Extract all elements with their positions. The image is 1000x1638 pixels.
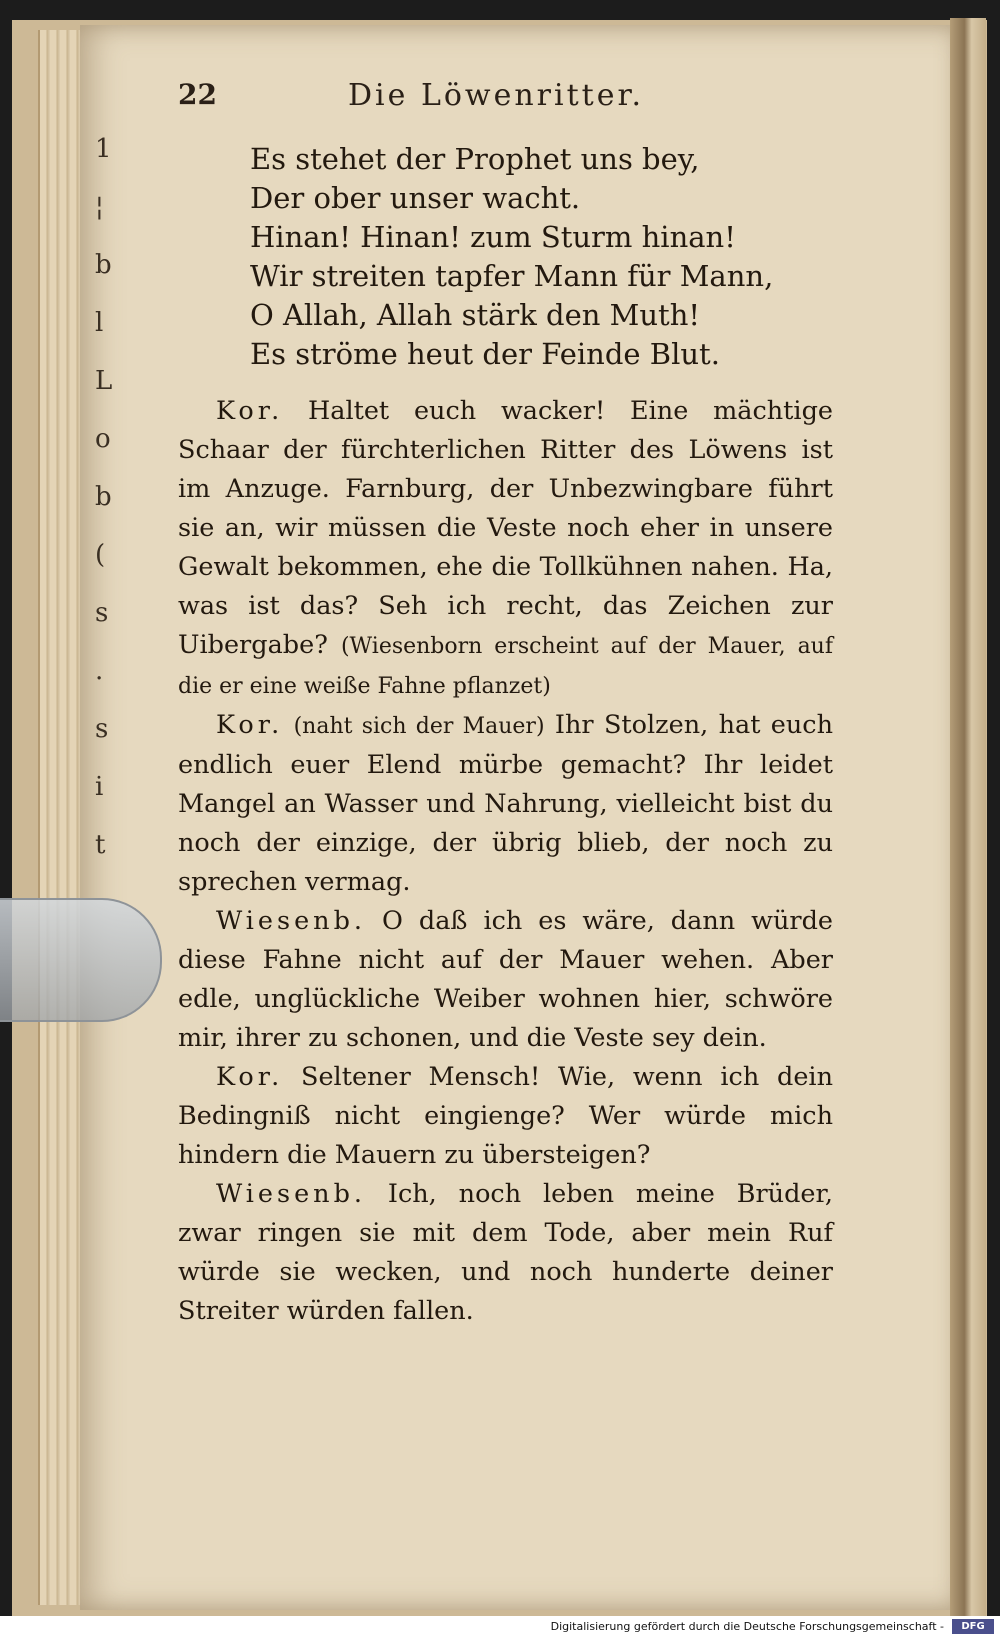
verse-line: Wir streiten tapfer Mann für Mann, <box>250 259 774 293</box>
dialogue-paragraph <box>178 392 833 706</box>
margin-letter: s <box>95 714 109 744</box>
verse-line: Es ströme heut der Feinde Blut. <box>250 337 720 371</box>
digitization-footer <box>0 1616 1000 1638</box>
dialogue-paragraph <box>178 1058 833 1175</box>
margin-letter: i <box>95 772 104 802</box>
margin-letter: 1 <box>95 134 112 164</box>
margin-letter: L <box>95 366 113 396</box>
margin-letter: ¦ <box>95 192 104 222</box>
dialogue-paragraph <box>178 1175 833 1331</box>
margin-letter: l <box>95 308 104 338</box>
dialogue-paragraph <box>178 902 833 1058</box>
dialogue-text: Seltener Mensch! Wie, wenn ich dein Bedingniß nicht eingienge? Wer würde mich hindern die Mauern zu übersteigen? <box>178 1062 833 1170</box>
page-header <box>178 78 838 118</box>
verse-line: O Allah, Allah stärk den Muth! <box>250 298 701 332</box>
dialogue-text: Haltet euch wacker! Eine mächtige Schaar der fürchterlichen Ritter des Löwens ist im Anzuge. Farnburg, der Unbezwingbare führt sie an, wir müssen die Veste noch eher in unsere Gewalt bekommen, ehe die Tollkühnen nahen. Ha, was ist das? Seh ich recht, das Zeichen zur Uibergabe? <box>178 396 833 660</box>
dialogue-block <box>178 392 833 1331</box>
margin-letter: ( <box>95 540 106 570</box>
footer-credit: Digitalisierung gefördert durch die Deutsche Forschungsgemeinschaft - <box>550 1620 944 1633</box>
book-binding <box>950 18 986 1618</box>
margin-letter: o <box>95 424 111 454</box>
stage-direction: (naht sich der Mauer) <box>293 714 545 739</box>
margin-letter: . <box>95 656 104 686</box>
margin-letter: s <box>95 598 109 628</box>
dialogue-text: O daß ich es wäre, dann würde diese Fahne nicht auf der Mauer wehen. Aber edle, unglückliche Weiber wohnen hier, schwöre mir, ihrer zu schonen, und die Veste sey dein. <box>178 906 834 1053</box>
margin-letters <box>95 120 125 900</box>
dialogue-text: Ich, noch leben meine Brüder, zwar ringen sie mit dem Tode, aber mein Ruf würde sie wecken, und noch hunderte deiner Streiter würden fallen. <box>178 1179 833 1326</box>
verse-line: Hinan! Hinan! zum Sturm hinan! <box>250 220 736 254</box>
margin-letter: b <box>95 482 112 512</box>
speaker-name: Kor. <box>216 396 284 426</box>
margin-letter: b <box>95 250 112 280</box>
dialogue-paragraph <box>178 706 833 902</box>
speaker-name: Wiesenb. <box>216 906 367 936</box>
margin-letter: t <box>95 830 106 860</box>
speaker-name: Kor. <box>216 710 284 740</box>
speaker-name: Wiesenb. <box>216 1179 367 1209</box>
dfg-logo: DFG <box>952 1619 994 1634</box>
page-clip <box>0 898 162 1022</box>
speaker-name: Kor. <box>216 1062 284 1092</box>
verse-line: Es stehet der Prophet uns bey, <box>250 142 700 176</box>
running-title: Die Löwenritter. <box>348 78 645 113</box>
verse-line: Der ober unser wacht. <box>250 181 581 215</box>
page-number: 22 <box>178 78 217 111</box>
dialogue-text: Ihr Stolzen, hat euch endlich euer Elend mürbe gemacht? Ihr leidet Mangel an Wasser und Nahrung, vielleicht bist du noch der einzige, der übrig blieb, der noch zu sprechen vermag. <box>178 710 834 897</box>
stage-direction: (Wiesenborn erscheint auf der Mauer, auf die er eine weiße Fahne pflanzet) <box>178 634 833 699</box>
verse-block <box>250 140 830 374</box>
